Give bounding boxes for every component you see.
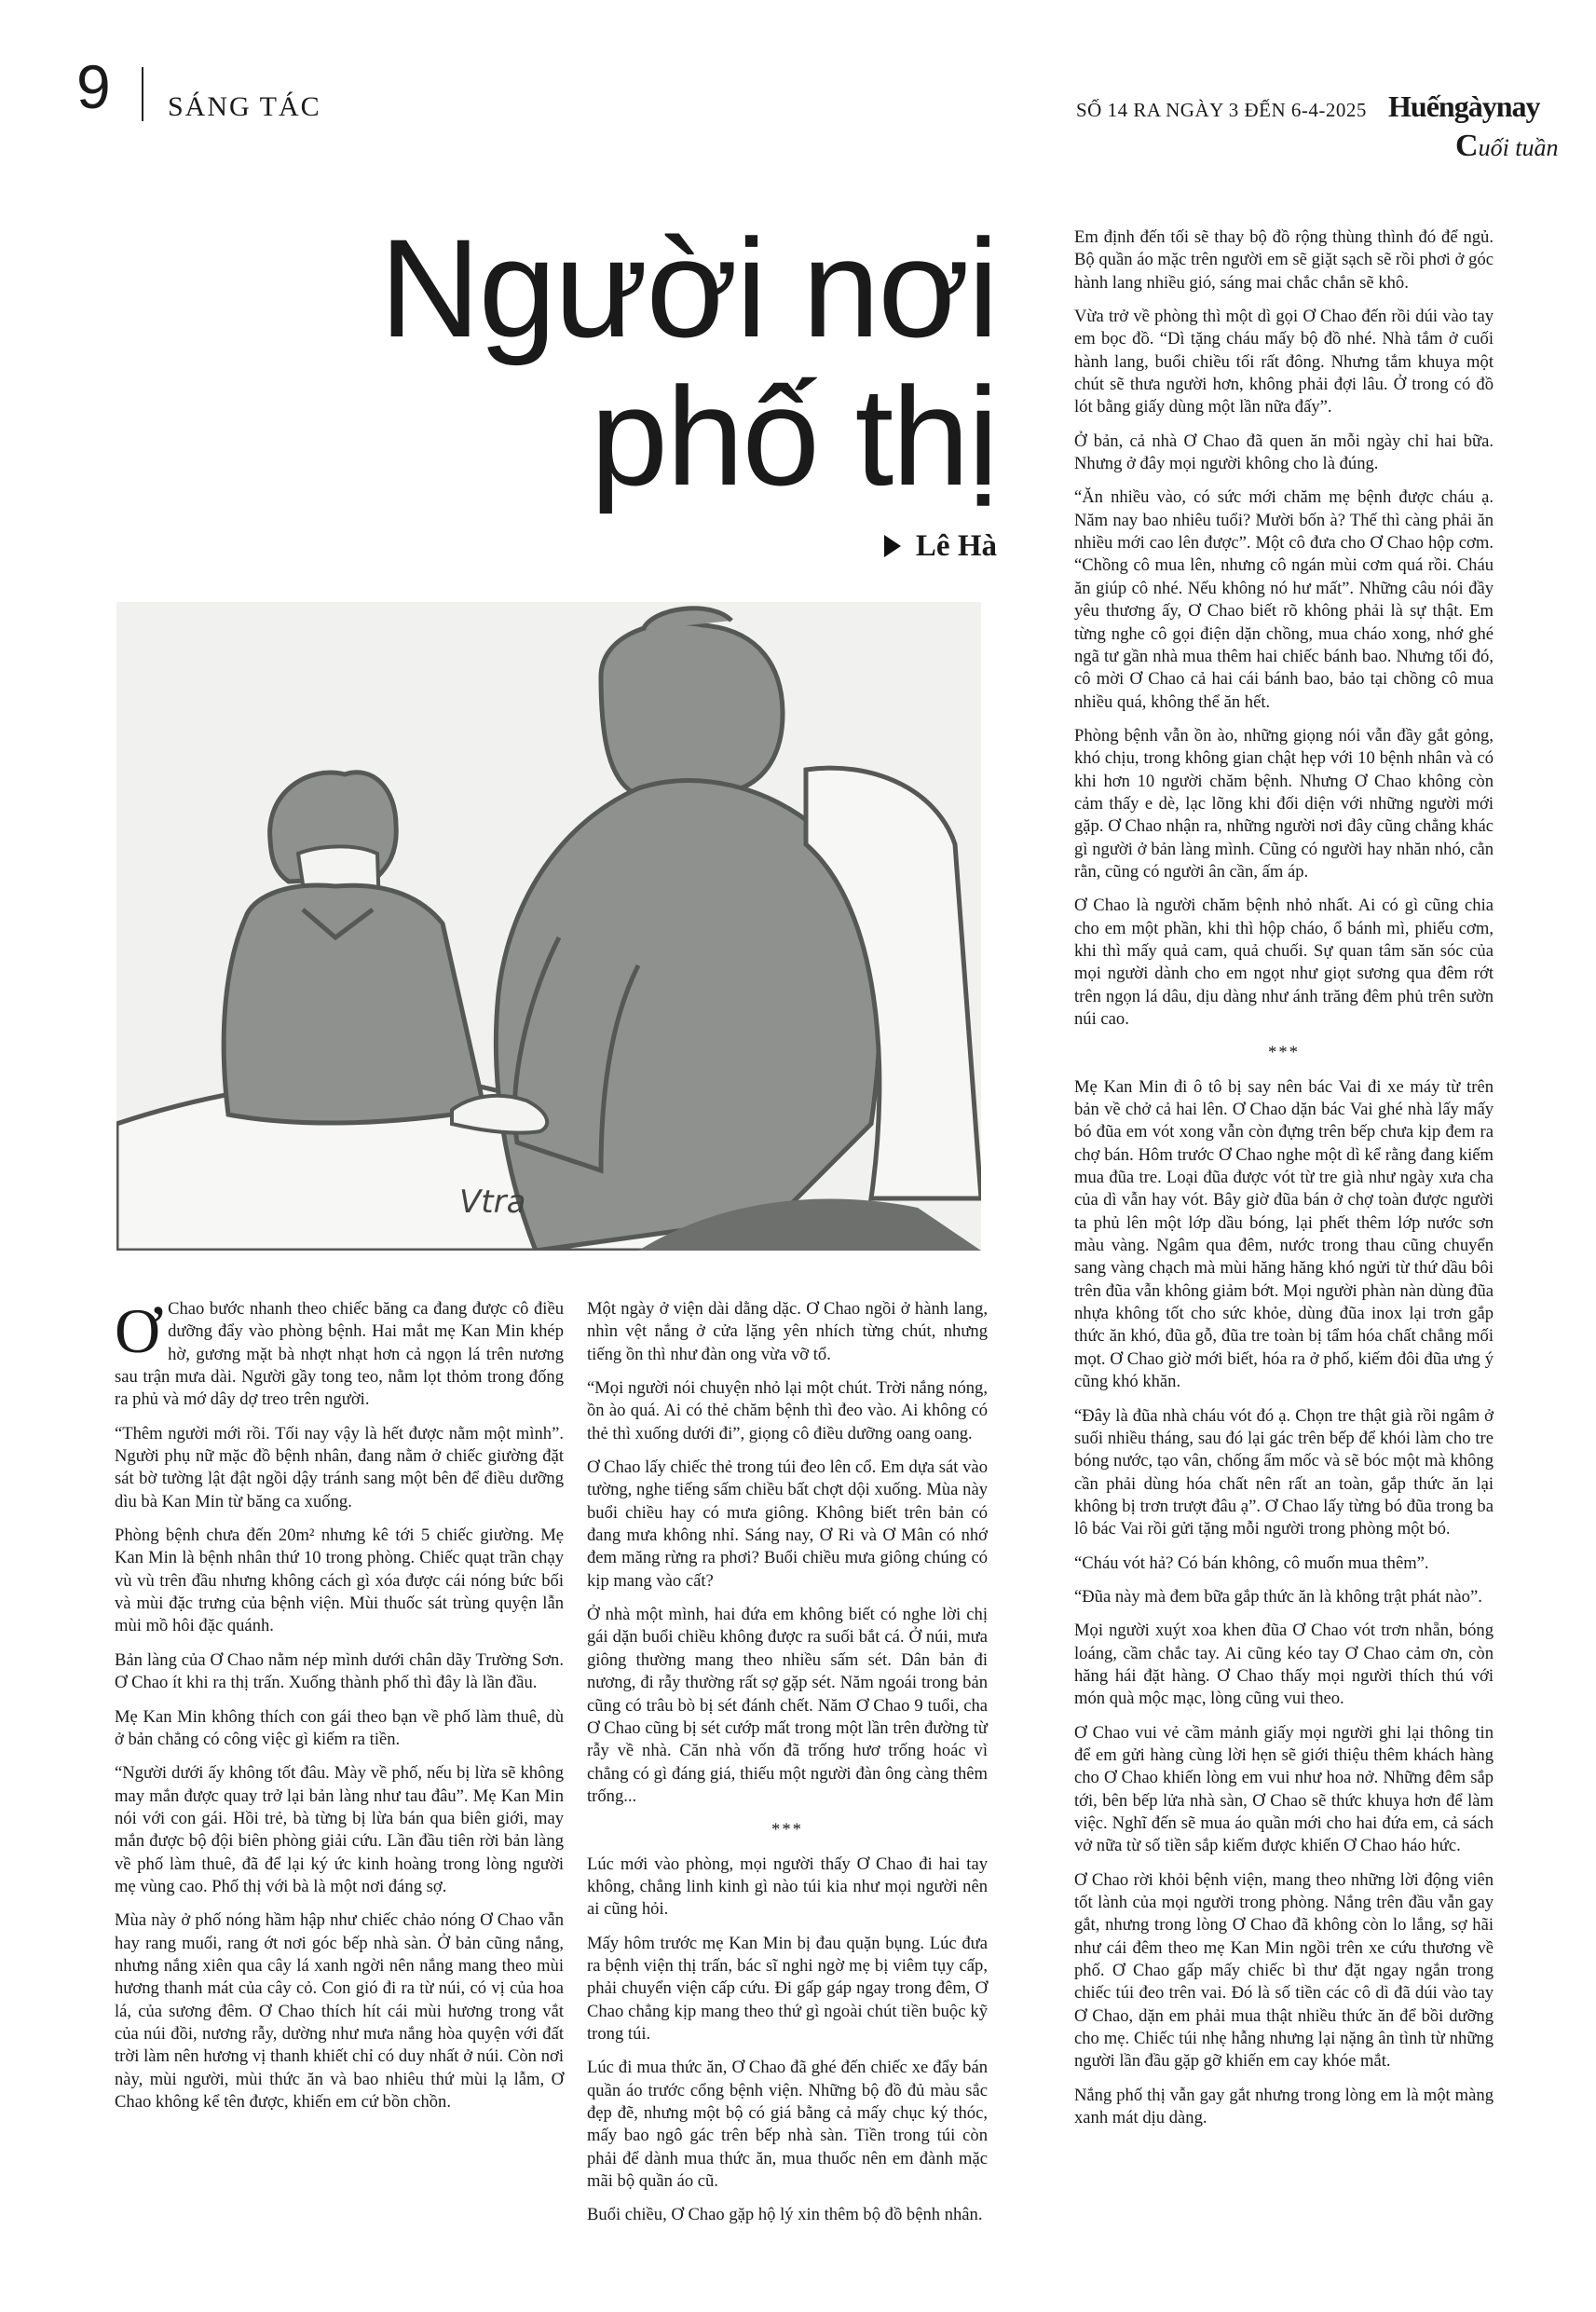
illustration-drawing xyxy=(116,602,981,1251)
issue-info: SỐ 14 RA NGÀY 3 ĐẾN 6-4-2025 xyxy=(1076,99,1367,121)
paragraph: Ở bản, cả nhà Ơ Chao đã quen ăn mỗi ngày chỉ hai bữa. Nhưng ở đây mọi người không cho là đúng. xyxy=(1074,431,1494,474)
paragraph: “Cháu vót hả? Có bán không, cô muốn mua thêm”. xyxy=(1074,1553,1429,1573)
title-line-1: Người nơi xyxy=(379,210,997,366)
paragraph: “Ăn nhiều vào, có sức mới chăm mẹ bệnh được cháu ạ. Năm nay bao nhiêu tuổi? Mười bốn à? Thế thì càng phải ăn nhiều mới cao lên được”. Một cô đưa cho Ơ Chao hộp cơm. “Chồng cô mua lên, nhưng cô ngán mùi cơm quá rồi. Cháu ăn giúp cô nhé. Nếu không nó hư mất”. Những câu nói đầy yêu thương ấy, Ơ Chao biết rõ không phải là sự thật. Em từng nghe cô gọi điện dặn chồng, mua cháo xong, nhớ ghé ngã tư gần nhà mua thêm hai chiếc bánh bao. Nhưng tối đó, cô mời Ơ Chao cả hai cái bánh bao, bảo tại chồng cô mua nhiều quá, không thể ăn hết. xyxy=(1074,487,1494,712)
paragraph: Mùa này ở phố nóng hầm hập như chiếc chảo nóng Ơ Chao vẫn hay rang muối, rang ớt nơi góc bếp nhà sàn. Ở bản cũng nắng, nhưng nắng xiên qua cây lá xanh ngời nên nắng mang theo mùi hương thanh mát của cây cỏ. Con gió đi ra từ núi, có vị của hoa lá, của sương đêm. Ơ Chao thích hít cái mùi hương trong vắt của núi đồi, nương rẫy, dường như mưa nắng hòa quyện với đất trời làm nên hương vị thanh khiết chỉ có duy nhất ở núi. Còn nơi này, mùi người, mùi thức ăn và bao nhiêu thứ mùi lạ lẫm, Ơ Chao không kể tên được, khiến em cứ bồn chồn. xyxy=(115,1910,564,2112)
masthead-sub-rest: uối tuần xyxy=(1478,134,1559,161)
paragraph: Em định đến tối sẽ thay bộ đồ rộng thùng thình đó để ngủ. Bộ quần áo mặc trên người em sẽ giặt sạch sẽ rồi phơi ở góc hành lang nhiều gió, sáng mai chắc chắn sẽ khô. xyxy=(1074,227,1494,293)
paragraph: Mẹ Kan Min không thích con gái theo bạn về phố làm thuê, dù ở bản chẳng có công việc gì kiếm ra tiền. xyxy=(115,1706,564,1749)
paragraph: Ơ Chao bước nhanh theo chiếc băng ca đang được cô điều dưỡng đẩy vào phòng bệnh. Hai mắt mẹ Kan Min khép hờ, gương mặt bà nhợt nhạt hơn cả ngọn lá trên nương sau trận mưa dài. Người gầy tong teo, nằm lọt thỏm trong đống ra phủ và mớ dây dợ treo trên người. xyxy=(115,1295,564,1410)
article-column-3 xyxy=(1074,226,1494,2141)
play-triangle-icon xyxy=(884,535,901,557)
masthead-subtitle xyxy=(1455,129,1559,164)
paragraph: Một ngày ở viện dài dằng dặc. Ơ Chao ngồi ở hành lang, nhìn vệt nắng ở cửa lặng yên nhích từng chút, nhưng tiếng ồn thì như đàn ong vừa vỡ tổ. xyxy=(587,1299,988,1364)
illustration-signature: Vtra xyxy=(459,1183,526,1221)
paragraph: Bản làng của Ơ Chao nằm nép mình dưới chân dãy Trường Sơn. Ơ Chao ít khi ra thị trấn. Xuống thành phố thì đây là lần đầu. xyxy=(115,1649,564,1693)
paragraph: Lúc đi mua thức ăn, Ơ Chao đã ghé đến chiếc xe đẩy bán quần áo trước cổng bệnh viện. Những bộ đồ đủ màu sắc đẹp đẽ, nhưng một bộ có giá bằng cả mấy chục ký thóc, mấy bao ngô gác trên bếp nhà sàn. Tiền trong túi còn phải để dành mua thức ăn, mua thuốc nên em đành mặc mãi bộ quần áo cũ. xyxy=(587,2058,988,2192)
paragraph: “Mọi người nói chuyện nhỏ lại một chút. Trời nắng nóng, ồn ào quá. Ai có thẻ chăm bệnh thì đeo vào. Ai không có thẻ thì xuống dưới đi”, giọng cô điều dưỡng oang oang. xyxy=(587,1378,988,1443)
paragraph: Mấy hôm trước mẹ Kan Min bị đau quặn bụng. Lúc đưa ra bệnh viện thị trấn, bác sĩ nghi ngờ mẹ bị viêm tụy cấp, phải chuyển viện cấp cứu. Đi gấp gáp ngay trong đêm, Ơ Chao chẳng kịp mang theo thứ gì ngoài chút tiền buộc kỹ trong túi. xyxy=(587,1933,988,2044)
paragraph: Ơ Chao rời khỏi bệnh viện, mang theo những lời động viên tốt lành của mọi người trong phòng. Nắng trên đầu vẫn gay gắt, nhưng trong lòng Ơ Chao đã không còn lo lắng, sợ hãi như cái đêm theo mẹ Kan Min ngồi trên xe cứu thương về phố. Ơ Chao gấp mấy chiếc bì thư đặt ngay ngắn trong chiếc túi đeo trên vai. Đó là số tiền các cô dì đã dúi vào tay Ơ Chao, dặn em phải mua thật nhiều thức ăn để bồi dưỡng cho mẹ. Chiếc túi nhẹ hẫng nhưng lại nặng ân tình từ những người lần đầu gặp gỡ khiến em cay khóe mắt. xyxy=(1074,1869,1494,2072)
paragraph: Ơ Chao vui vẻ cầm mảnh giấy mọi người ghi lại thông tin để em gửi hàng cùng lời hẹn sẽ giới thiệu thêm khách hàng cho Ơ Chao khiến lòng em vui như hoa nở. Những đêm sắp tới, bên bếp lửa nhà sàn, Ơ Chao sẽ thức khuya hơn để làm việc. Nghĩ đến sẽ mua áo quần mới cho hai đứa em, cả sách vở nữa từ số tiền sắp kiếm được khiến Ơ Chao háo hức. xyxy=(1074,1722,1494,1856)
article-column-1 xyxy=(115,1295,564,2125)
paragraph: “Đũa này mà đem bữa gắp thức ăn là không trật phát nào”. xyxy=(1074,1586,1482,1607)
title-line-2: phố thị xyxy=(590,358,997,514)
byline xyxy=(846,529,997,564)
article-title xyxy=(140,210,997,514)
masthead-sub-initial: C xyxy=(1455,129,1479,163)
paragraph: Lúc mới vào phòng, mọi người thấy Ơ Chao đi hai tay không, chẳng linh kinh gì nào túi kia như mọi người nên ai cũng hỏi. xyxy=(587,1854,988,1920)
drop-cap: Ơ xyxy=(115,1295,161,1366)
section-break: *** xyxy=(771,1820,803,1840)
paragraph: Vừa trở về phòng thì một dì gọi Ơ Chao đến rồi dúi vào tay em bọc đồ. “Dì tặng cháu mấy bộ đồ nhé. Nhà tắm ở cuối hành lang, buổi chiều tối rất đông. Nhưng tắm khuya một chút sẽ thưa người hơn, không phải đợi lâu. Ở trong có đồ lót bằng giấy dùng một lần nữa đấy”. xyxy=(1074,307,1494,417)
caregiver-hair xyxy=(601,622,783,793)
author-name: Lê Hà xyxy=(915,529,997,563)
paragraph: Mẹ Kan Min đi ô tô bị say nên bác Vai đi xe máy từ trên bản về chở cả hai lên. Ơ Chao dặn bác Vai ghé nhà lấy mấy bó đũa em vót xong vẫn còn đựng trên bếp chưa kịp đem ra chợ bán. Hôm trước Ơ Chao nghe một dì kể rằng đang kiếm mua đũa tre. Loại đũa được vót từ tre già như ngày xưa cha của dì vẫn hay vót. Bây giờ đũa bán ở chợ toàn được người ta phủ lên một lớp dầu bóng, lại phết thêm lớp nước sơn màu vàng. Ngâm qua đêm, nước trong thau cũng chuyển sang vàng chạch mà mùi hăng hăng khó ngửi từ thứ dầu bôi trên đũa vẫn không giảm bớt. Mọi người phàn nàn dùng đũa nhựa không tốt cho sức khỏe, dùng đũa inox lại trơn gắp thức ăn khó, đũa gỗ, đũa tre toàn bị tẩm hóa chất chẳng mối mọt. Ơ Chao giờ mới biết, hóa ra ở phố, kiếm đôi đũa ưng ý cũng khó khăn. xyxy=(1074,1076,1494,1392)
paragraph: Phòng bệnh chưa đến 20m² nhưng kê tới 5 chiếc giường. Mẹ Kan Min là bệnh nhân thứ 10 trong phòng. Chiếc quạt trần chạy vù vù trên đầu nhưng không cách gì xóa được cái nóng bức bối và mùi đặc trưng của bệnh viện. Mùi thuốc sát trùng quyện lẫn mùi mồ hôi đặc quánh. xyxy=(115,1525,564,1636)
illustration xyxy=(116,602,981,1251)
paragraph: Buổi chiều, Ơ Chao gặp hộ lý xin thêm bộ đồ bệnh nhân. xyxy=(587,2205,983,2225)
article-column-2 xyxy=(587,1298,988,2238)
header-divider xyxy=(142,67,143,121)
section-title: SÁNG TÁC xyxy=(168,91,321,122)
paragraph: “Đây là đũa nhà cháu vót đó ạ. Chọn tre thật già rồi ngâm ở suối nhiều tháng, sau đó lại gác trên bếp để khói làm cho tre bóng nước, tạo vân, chống ẩm mốc và sẽ bóc một mà không cần phải dùng hóa chất nên rất an toàn, gắp thức ăn lại không bị trơn trượt đâu ạ”. Ơ Chao lấy từng bó đũa trong ba lô bác Vai rồi gửi tặng mỗi người trong phòng một bó. xyxy=(1074,1405,1494,1539)
paragraph: Ơ Chao là người chăm bệnh nhỏ nhất. Ai có gì cũng chia cho em một phần, khi thì hộp cháo, ổ bánh mì, phiếu cơm, khi thì mấy quả cam, quả chuối. Sự quan tâm săn sóc của mọi người dành cho em ngọt như giọt sương qua đêm rớt trên ngọn lá dâu, dịu dàng như ánh trăng đêm phủ trên sườn núi cao. xyxy=(1074,896,1494,1029)
paragraph: Ở nhà một mình, hai đứa em không biết có nghe lời chị gái dặn buổi chiều không được ra suối bắt cá. Ở núi, mưa giông thường mang theo nhiều sấm sét. Dân bản đi nương, đi rẫy thường rất sợ gặp sét. Năm ngoái trong bản cũng có trâu bò bị sét đánh chết. Năm Ơ Chao 9 tuổi, cha Ơ Chao cũng bị sét cướp mất trong một lần trên đường từ rẫy về nhà. Căn nhà vốn đã trống hươ trống hoác vì chẳng có gì đáng giá, thiếu một người đàn ông càng thêm trống... xyxy=(587,1605,988,1806)
paragraph: “Thêm người mới rồi. Tối nay vậy là hết được nằm một mình”. Người phụ nữ mặc đồ bệnh nhân, đang nằm ở chiếc giường đặt sát bờ tường lật đật ngồi dậy tránh sang một bên để điều dưỡng dìu bà Kan Min từ băng ca xuống. xyxy=(115,1423,564,1512)
masthead-logo: Huếngàynay xyxy=(1388,89,1540,123)
paragraph: Nắng phố thị vẫn gay gắt nhưng trong lòng em là một màng xanh mát dịu dàng. xyxy=(1074,2085,1494,2128)
paragraph: “Người dưới ấy không tốt đâu. Mày về phố, nếu bị lừa sẽ không may mắn được quay trở lại bản làng như tau đâu”. Mẹ Kan Min nói với con gái. Hồi trẻ, bà từng bị lừa bán qua biên giới, may mắn được bộ đội biên phòng giải cứu. Lần đầu tiên rời bản làng về phố làm thuê, đã để lại ký ức kinh hoàng trong lòng người mẹ vùng cao. Phố thị với bà là một nơi đáng sợ. xyxy=(115,1763,564,1896)
paragraph: Phòng bệnh vẫn ồn ào, những giọng nói vẫn đầy gắt gỏng, khó chịu, trong không gian chật hẹp với 10 bệnh nhân và có khi hơn 10 người chăm bệnh. Nhưng Ơ Chao không còn cảm thấy e dè, lạc lõng khi đối diện với những người mới gặp. Ơ Chao nhận ra, những người nơi đây cũng chẳng khác gì người ở bản làng mình. Cũng có người hay nhăn nhó, cằn rằn, cũng có người ân cần, ấm áp. xyxy=(1074,725,1494,882)
paragraph: Ơ Chao lấy chiếc thẻ trong túi đeo lên cổ. Em dựa sát vào tường, nghe tiếng sấm chiều bất chợt dội xuống. Mùa này buổi chiều hay có mưa giông. Không biết trên bản có đang mưa không nhỉ. Sáng nay, Ơ Ri và Ơ Mân có nhớ đem măng rừng ra phơi? Buổi chiều mưa giông chúng có kịp mang vào cất? xyxy=(587,1457,988,1591)
page-number: 9 xyxy=(76,52,111,121)
section-break: *** xyxy=(1268,1043,1300,1063)
paragraph: Mọi người xuýt xoa khen đũa Ơ Chao vót trơn nhẵn, bóng loáng, cầm chắc tay. Ai cũng kéo tay Ơ Chao cảm ơn, còn hăng hái đặt hàng. Ơ Chao thấy mọi người thích thú với món quà mộc mạc, lòng cũng vui theo. xyxy=(1074,1621,1494,1709)
